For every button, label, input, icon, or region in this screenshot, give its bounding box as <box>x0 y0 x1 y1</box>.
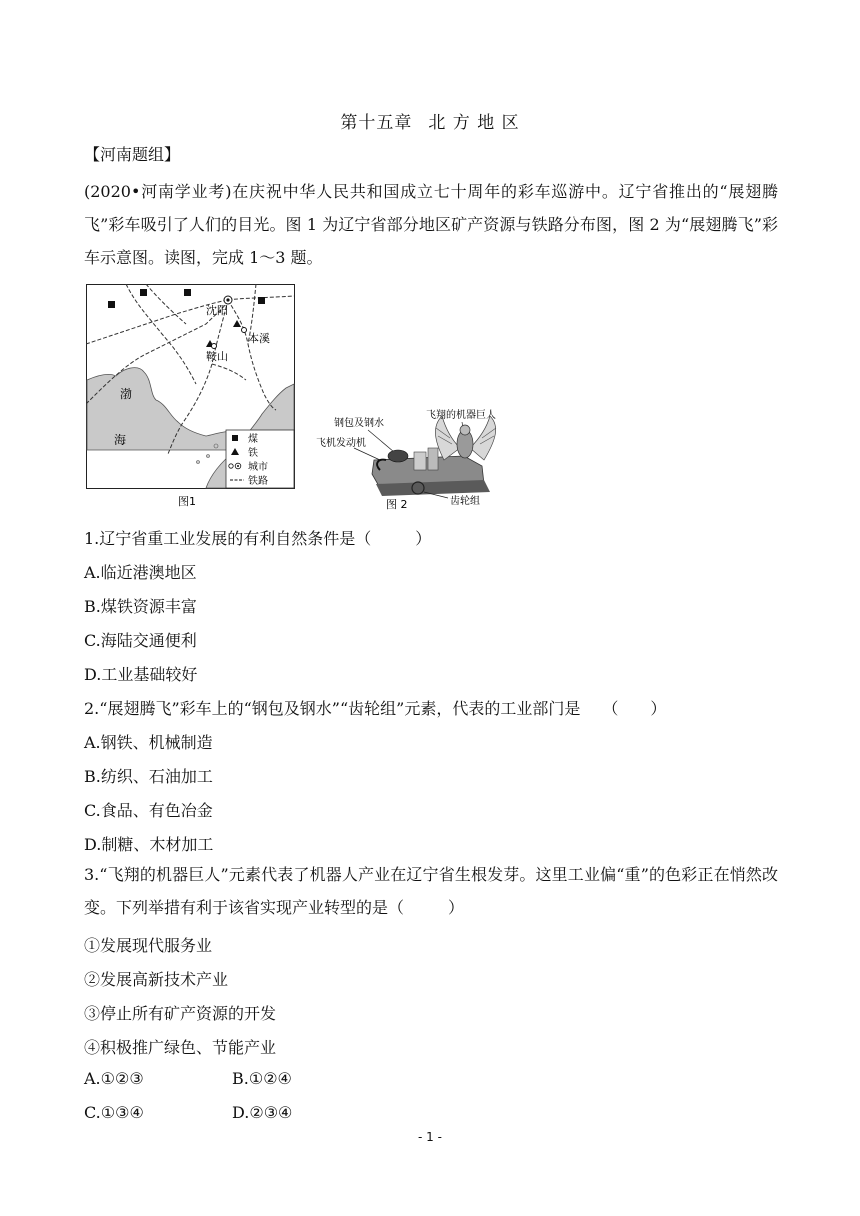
q1-option-c: C.海陆交通便利 <box>84 631 197 650</box>
q3-item-3: ③停止所有矿产资源的开发 <box>84 1004 277 1023</box>
legend-railway: 铁路 <box>248 476 268 487</box>
map-label-hai: 海 <box>114 433 127 447</box>
float-svg <box>314 400 514 512</box>
intro-paragraph: (2020•河南学业考)在庆祝中华人民共和国成立七十周年的彩车巡游中。辽宁省推出的“展翅腾飞”彩车吸引了人们的目光。图 1 为辽宁省部分地区矿产资源与铁路分布图，图 2 为“展翅腾飞”彩车示意图。读图，完成 1～3 题。 <box>84 182 778 267</box>
q3-option-a: A.①②③ <box>84 1069 144 1088</box>
chapter-number: 第十五章 <box>340 113 413 133</box>
legend-coal: 煤 <box>248 434 258 445</box>
q2-option-d: D.制糖、木材加工 <box>84 835 214 854</box>
map-legend <box>226 430 294 488</box>
question-1-stem <box>84 526 431 549</box>
ladle-icon <box>388 450 408 462</box>
figure-2-float <box>314 400 514 516</box>
map-svg <box>86 284 296 510</box>
map-label-bo: 渤 <box>120 387 133 401</box>
question-2-paren: （ ） <box>602 699 667 718</box>
group-label: 【河南题组】 <box>84 145 181 164</box>
q3-option-c: C.①③④ <box>84 1103 144 1122</box>
question-3-stem <box>84 858 778 924</box>
question-3-text: 3.“飞翔的机器巨人”元素代表了机器人产业在辽宁省生根发芽。这里工业偏“重”的色彩正在悄然改变。下列举措有利于该省实现产业转型的是（ <box>84 865 778 917</box>
city-marker-benxi <box>242 328 247 333</box>
city-marker-anshan <box>212 344 217 349</box>
q2-option-a: A.钢铁、机械制造 <box>84 733 213 752</box>
fig2-label-engine: 飞机发动机 <box>316 438 366 449</box>
q1-option-d: D.工业基础较好 <box>84 665 198 684</box>
q3-item-4: ④积极推广绿色、节能产业 <box>84 1038 277 1057</box>
coal-marker <box>140 289 147 296</box>
q1-option-a: A.临近港澳地区 <box>84 563 197 582</box>
figure-1-caption: 图1 <box>178 495 196 508</box>
robot-wings-icon <box>435 416 496 460</box>
q3-item-2: ②发展高新技术产业 <box>84 970 229 989</box>
page-number: - 1 - <box>418 1130 442 1144</box>
map-label-benxi: 本溪 <box>248 332 270 345</box>
figure-2-caption: 图 2 <box>386 498 408 511</box>
question-3-paren: ） <box>448 898 465 917</box>
question-2-stem <box>84 696 666 719</box>
q2-option-c: C.食品、有色冶金 <box>84 801 213 820</box>
chapter-name: 北 方 地 区 <box>428 113 520 133</box>
fig2-label-gear: 齿轮组 <box>450 496 480 507</box>
q2-option-b: B.纺织、石油加工 <box>84 767 213 786</box>
q3-option-d: D.②③④ <box>232 1103 293 1122</box>
legend-city: 城市 <box>248 462 268 473</box>
coal-marker <box>184 289 191 296</box>
map-label-shenyang: 沈阳 <box>206 304 228 317</box>
q3-item-1: ①发展现代服务业 <box>84 936 213 955</box>
question-1-paren: ） <box>415 529 432 548</box>
fig2-label-robot: 飞翔的机器巨人 <box>426 410 496 421</box>
page-title <box>0 108 860 133</box>
fig2-label-ladle: 钢包及钢水 <box>334 418 384 429</box>
q1-option-b: B.煤铁资源丰富 <box>84 597 197 616</box>
q3-option-b: B.①②④ <box>232 1069 292 1088</box>
figure-1-map <box>86 284 296 514</box>
legend-iron: 铁 <box>248 448 258 459</box>
coal-marker <box>258 297 265 304</box>
question-1-text: 1.辽宁省重工业发展的有利自然条件是（ <box>84 529 372 548</box>
map-label-anshan: 鞍山 <box>206 350 228 363</box>
question-2-text: 2.“展翅腾飞”彩车上的“钢包及钢水”“齿轮组”元素，代表的工业部门是 <box>84 699 581 718</box>
coal-marker <box>108 301 115 308</box>
